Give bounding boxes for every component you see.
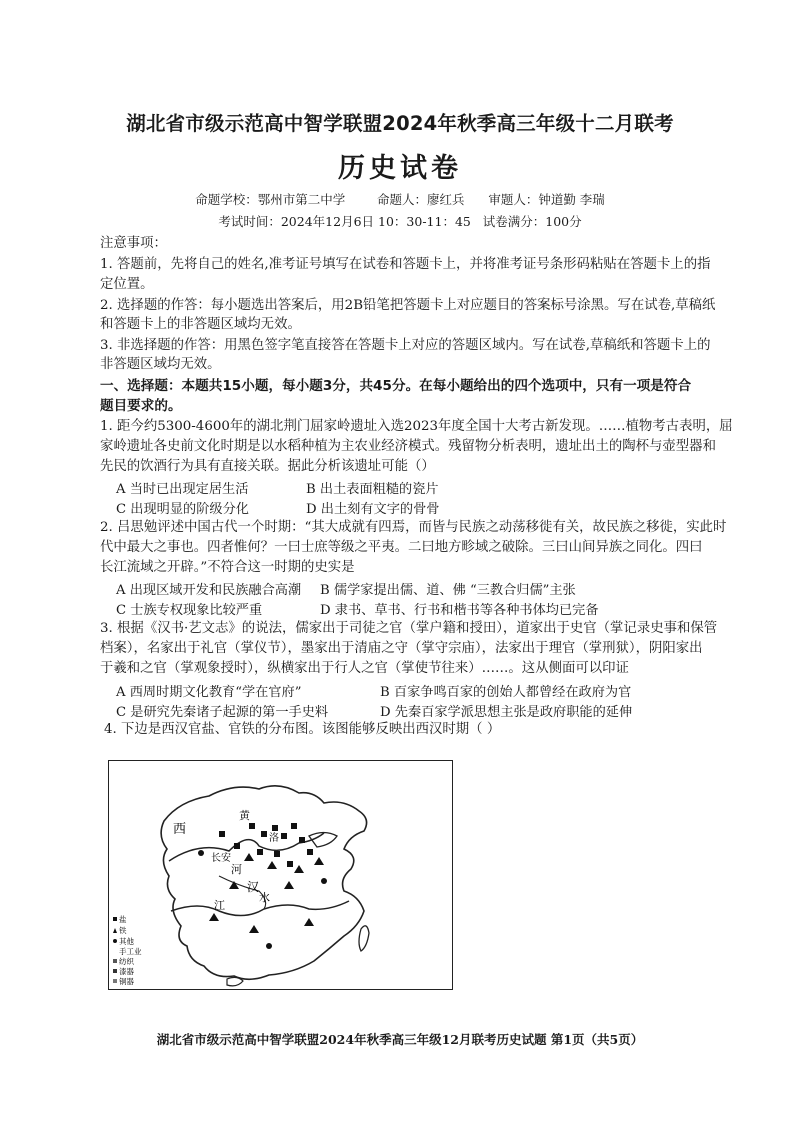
map-label-west: 西 — [173, 822, 187, 837]
question-3-line-3: 于羲和之官（掌观象授时），纵横家出于行人之官（掌使节往来）……。这从侧面可以印证 — [100, 661, 629, 676]
legend-other: 其他 — [119, 937, 134, 946]
map-label-luo: 洛 — [269, 833, 279, 844]
legend-iron: 铁 — [119, 926, 127, 935]
taiwan-outline — [359, 926, 369, 951]
page-footer: 湖北省市级示范高中智学联盟2024年秋季高三年级12月联考历史试题 第1页（共5页） — [156, 1032, 644, 1047]
notes-heading: 注意事项： — [100, 236, 167, 251]
note-2-line-2: 和答题卡上的非答题区域均无效。 — [100, 317, 301, 332]
question-3-line-2: 档案），名家出于礼官（掌仪节），墨家出于清庙之守（掌守宗庙），法家出于理官（掌刑狱），阴阳家出 — [100, 641, 703, 656]
question-2-line-2: 代中最大之事也。四者惟何？一曰士庶等级之平夷。二曰地方畛域之破除。三曰山间异族之同化。四曰 — [100, 540, 703, 555]
note-1-line-1: 1. 答题前，先将自己的姓名,准考证号填写在试卷和答题卡上，并将准考证号条形码粘贴在答题卡上的指 — [100, 257, 711, 272]
question-3-option-c: C 是研究先秦诸子起源的第一手史料 — [116, 705, 329, 720]
question-3-option-a: A 西周时期文化教育“学在官府” — [116, 685, 302, 700]
note-2-line-1: 2. 选择题的作答：每小题选出答案后，用2B铅笔把答题卡上对应题目的答案标号涂黑。写在试卷,草稿纸 — [100, 298, 716, 313]
question-1-line-2: 家岭遗址各史前文化时期是以水稻种植为主农业经济模式。残留物分析表明，遗址出土的陶杯与壶型器和 — [100, 439, 716, 454]
question-2-option-d: D 隶书、草书、行书和楷书等各种书体均已完备 — [320, 603, 599, 618]
question-2-option-c: C 士族专权现象比较严重 — [116, 603, 263, 618]
question-4-line-1: 4. 下边是西汉官盐、官铁的分布图。该图能够反映出西汉时期（ ） — [104, 722, 501, 737]
question-1-option-a: A 当时已出现定居生活 — [116, 482, 249, 497]
territory-outline — [161, 786, 366, 979]
question-1-option-b: B 出土表面粗糙的瓷片 — [306, 482, 439, 497]
legend-handicraft: 手工业 — [119, 947, 142, 956]
authors-line: 命题学校：鄂州市第二中学 命题人：廖红兵 审题人：钟道勤 李瑞 — [195, 192, 605, 207]
section-heading-line-2: 题目要求的。 — [100, 398, 182, 414]
map-legend — [113, 914, 142, 986]
note-3-line-1: 3. 非选择题的作答：用黑色签字笔直接答在答题卡上对应的答题区域内。写在试卷,草稿纸和答题卡上的 — [100, 338, 711, 353]
question-2-option-b: B 儒学家提出儒、道、佛 “三教合归儒”主张 — [320, 583, 576, 598]
question-3-option-b: B 百家争鸣百家的创始人都曾经在政府为官 — [380, 685, 632, 700]
exam-title: 湖北省市级示范高中智学联盟2024年秋季高三年级十二月联考 — [126, 112, 674, 135]
question-2-option-a: A 出现区域开发和民族融合高潮 — [116, 583, 302, 598]
question-3-line-1: 3. 根据《汉书·艺文志》的说法，儒家出于司徒之官（掌户籍和授田），道家出于史官（掌记录史事和保管 — [100, 621, 718, 636]
question-1-option-c: C 出现明显的阶级分化 — [116, 502, 249, 517]
map-drawing — [109, 761, 454, 991]
salt-iron-map — [108, 760, 453, 990]
legend-textile: 纺织 — [119, 957, 134, 966]
question-2-line-1: 2. 吕思勉评述中国古代一个时期：“其大成就有四焉，而皆与民族之动荡移徙有关，故民族之移徙，实此时 — [100, 520, 727, 535]
question-1-option-d: D 出土刻有文字的骨骨 — [306, 502, 440, 517]
question-2-line-3: 长江流域之开辟。”不符合这一时期的史实是 — [100, 560, 355, 575]
legend-lacquer: 漆器 — [119, 967, 134, 976]
question-1-line-3: 先民的饮酒行为具有直接关联。据此分析该遗址可能（） — [100, 459, 435, 474]
hainan-outline — [227, 977, 243, 986]
exam-info-line: 考试时间：2024年12月6日 10：30-11：45 试卷满分：100分 — [218, 214, 582, 229]
question-3-option-d: D 先秦百家学派思想主张是政府职能的延伸 — [380, 705, 633, 720]
note-3-line-2: 非答题区域均无效。 — [100, 357, 221, 372]
note-1-line-2: 定位置。 — [100, 277, 154, 292]
map-label-he: 河 — [231, 863, 242, 876]
map-label-huang: 黄 — [239, 809, 250, 822]
map-label-changan: 长安 — [211, 853, 231, 864]
subject-title: 历史试卷 — [338, 153, 462, 184]
map-label-shui: 水 — [259, 891, 270, 904]
legend-bronze: 铜器 — [119, 977, 134, 986]
map-label-jiang: 江 — [214, 899, 225, 912]
legend-salt: 盐 — [119, 915, 127, 924]
map-label-han: 汉 — [247, 880, 260, 894]
section-heading-line-1: 一、选择题：本题共15小题，每小题3分，共45分。在每小题给出的四个选项中，只有一项是符合 — [100, 378, 692, 394]
question-1-line-1: 1. 距今约5300-4600年的湖北荆门屈家岭遗址入选2023年度全国十大考古新发现。……植物考古表明，屈 — [100, 419, 733, 434]
